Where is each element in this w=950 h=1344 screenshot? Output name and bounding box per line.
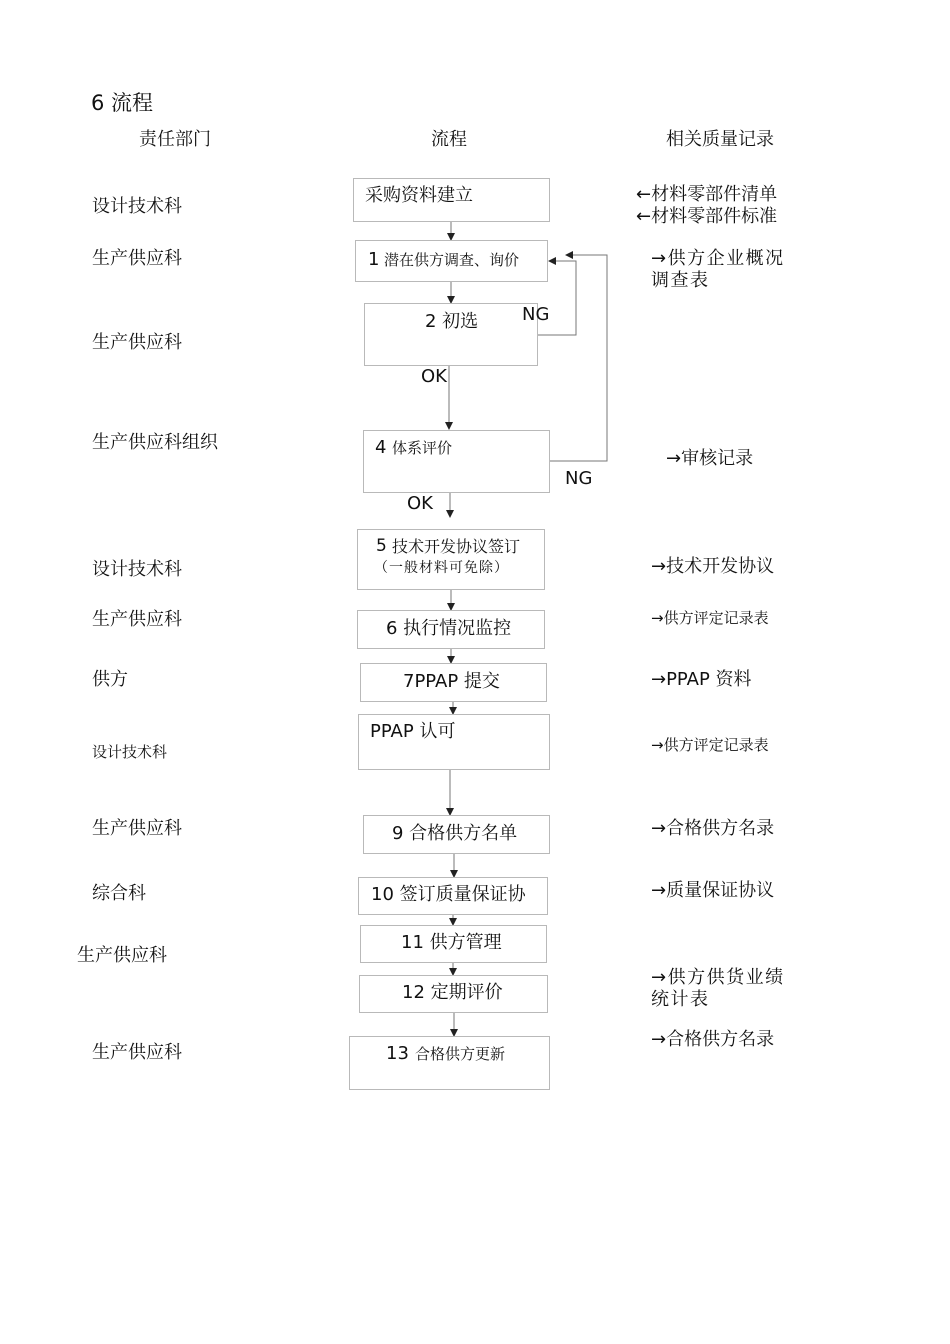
flow-step-label: 9 合格供方名单 [392,823,518,844]
ng-label: NG [522,304,550,325]
section-title: 6 流程 [91,91,154,115]
flow-step-note: （一般材料可免除） [374,560,509,576]
dept-label: 生产供应科 [92,248,182,269]
dept-label: 生产供应科 [92,1042,182,1063]
record-label: →PPAP 资料 [651,669,752,690]
flow-step-label: 采购资料建立 [365,185,473,206]
flow-step-0 [353,178,550,222]
record-label: ←材料零部件清单 [636,184,778,205]
record-label: ←材料零部件标准 [636,206,778,227]
ng-label: NG [565,468,593,489]
flow-step-label: 6 执行情况监控 [386,618,512,639]
record-label: →供方评定记录表 [651,609,769,627]
dept-label: 生产供应科 [77,945,167,966]
dept-label: 设计技术科 [92,196,182,217]
record-label: →合格供方名录 [651,1029,775,1050]
flow-step-1 [355,240,548,282]
dept-label: 生产供应科 [92,332,182,353]
flow-step-label: 技术开发协议签订 [392,537,521,556]
flow-step-2 [364,303,538,366]
flow-step-12 [359,975,548,1013]
dept-label: 生产供应科 [92,609,182,630]
flow-step-13 [349,1036,550,1090]
record-label: →质量保证协议 [651,880,775,901]
dept-label: 综合科 [92,883,146,904]
flow-step-label: 合格供方更新 [415,1045,506,1063]
ok-label: OK [421,366,447,387]
flow-step-9 [363,815,550,854]
ok-label: OK [407,493,433,514]
dept-label: 设计技术科 [92,743,168,761]
record-label: →审核记录 [666,448,754,469]
flow-step-number: 5 [376,536,387,556]
flow-step-label: 11 供方管理 [401,932,502,953]
flow-step-label: 2 初选 [425,311,479,332]
record-label: →供方企业概况调查表 [651,248,785,291]
flow-step-10 [358,877,548,915]
flow-step-label: PPAP 认可 [370,721,456,742]
header-flow: 流程 [431,129,467,150]
flow-step-label: 10 签订质量保证协 [371,884,526,905]
flow-step-label: 7PPAP 提交 [403,671,500,692]
record-label: →供方供货业绩统计表 [651,967,785,1010]
record-label: →供方评定记录表 [651,736,769,754]
arrow-ng2-loop [550,255,607,461]
flow-step-5 [357,529,545,590]
dept-label: 生产供应科 [92,818,182,839]
flow-step-6 [357,610,545,649]
dept-label: 生产供应科组织 [92,432,218,453]
dept-label: 供方 [92,669,128,690]
flow-step-4 [363,430,550,493]
flow-step-7 [360,663,547,702]
flow-step-number: 13 [386,1043,409,1064]
flow-step-8 [358,714,550,770]
flow-step-label: 体系评价 [392,439,453,457]
record-label: →合格供方名录 [651,818,775,839]
flow-step-number: 1 [368,249,380,270]
header-records: 相关质量记录 [666,129,774,150]
flow-step-number: 4 [375,437,387,458]
flow-step-11 [360,925,547,963]
record-label: →技术开发协议 [651,556,775,577]
flow-step-label: 12 定期评价 [402,982,503,1003]
dept-label: 设计技术科 [92,559,182,580]
header-dept: 责任部门 [139,129,211,150]
flow-step-label: 潜在供方调查、询价 [384,251,520,269]
